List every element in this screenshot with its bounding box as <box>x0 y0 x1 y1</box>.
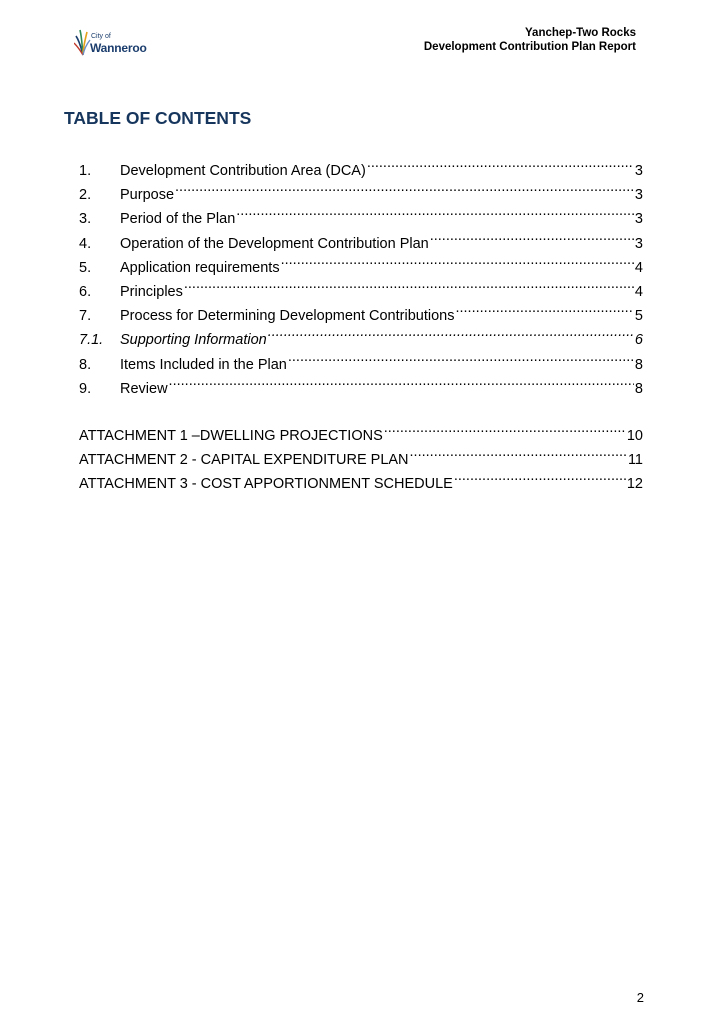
toc-entry-number: 5. <box>79 259 92 276</box>
header-title-line2: Development Contribution Plan Report <box>423 41 636 53</box>
toc-entry-page: 8 <box>634 380 643 397</box>
document-header <box>424 26 636 54</box>
toc-dot-leader <box>367 151 634 175</box>
attachment-entry[interactable] <box>79 416 643 444</box>
toc-entry-page: 3 <box>634 211 643 228</box>
toc-dot-leader <box>175 175 634 199</box>
toc-dot-leader <box>288 345 634 369</box>
toc-dot-leader <box>384 416 626 440</box>
attachment-entry-page: 11 <box>627 452 643 469</box>
toc-entry-page: 3 <box>634 163 643 179</box>
toc-entry-title: Principles <box>120 280 184 304</box>
toc-dot-leader <box>281 248 634 272</box>
toc-entry-title: Period of the Plan <box>120 207 236 231</box>
toc-entry[interactable] <box>79 151 643 179</box>
toc-entry-title: Application requirements <box>120 256 281 280</box>
page-number: 2 <box>636 990 644 1005</box>
toc-dot-leader <box>169 369 634 393</box>
toc-entry-title: Development Contribution Area (DCA) <box>120 159 367 183</box>
attachment-entry-title: ATTACHMENT 2 - CAPITAL EXPENDITURE PLAN <box>79 448 410 472</box>
toc-entry-page: 4 <box>634 259 643 276</box>
attachment-entry-title: ATTACHMENT 3 - COST APPORTIONMENT SCHEDULE <box>79 472 454 496</box>
logo-wanneroo: Wanneroo <box>90 41 147 55</box>
attachment-entry-page: 12 <box>626 476 643 493</box>
toc-entry-number: 8. <box>79 356 92 373</box>
toc-entry-number: 7. <box>79 308 92 325</box>
toc-entry-title: Supporting Information <box>120 328 268 352</box>
toc-entry-number: 6. <box>79 283 92 300</box>
toc-entry-number: 9. <box>79 380 92 397</box>
toc-dot-leader <box>455 296 633 320</box>
toc-entry-title: Process for Determining Development Contributions <box>120 304 455 328</box>
attachment-entry-title: ATTACHMENT 1 –DWELLING PROJECTIONS <box>79 424 384 448</box>
attachment-list <box>79 416 643 493</box>
toc-entry-title: Operation of the Development Contribution Plan <box>120 232 430 256</box>
header-title-line1: Yanchep-Two Rocks <box>525 27 636 39</box>
toc-dot-leader <box>184 272 634 296</box>
toc-entry-page: 5 <box>634 308 643 325</box>
toc-dot-leader <box>454 464 626 488</box>
toc-entry-page: 3 <box>634 187 643 204</box>
toc-entry-page: 3 <box>634 235 643 252</box>
toc-entry-title: Items Included in the Plan <box>120 353 288 377</box>
toc-entry-number: 3. <box>79 211 92 228</box>
attachment-entry-page: 10 <box>626 428 643 444</box>
toc-entry-page: 8 <box>634 356 643 373</box>
toc-entry-title: Purpose <box>120 183 175 207</box>
toc-entry-page: 4 <box>634 283 643 300</box>
toc-entry-number: 1. <box>79 163 92 179</box>
toc-entry-number: 2. <box>79 187 92 204</box>
toc-dot-leader <box>268 320 634 344</box>
toc-entry-number: 7.1. <box>79 332 104 349</box>
toc-entry-number: 4. <box>79 235 92 252</box>
toc-entry-title: Review <box>120 377 169 401</box>
toc-heading: TABLE OF CONTENTS <box>64 108 252 128</box>
logo-city-of: City of <box>91 33 111 40</box>
toc-entry-page: 6 <box>634 332 643 349</box>
toc-dot-leader <box>410 440 627 464</box>
toc-list <box>79 151 643 397</box>
toc-dot-leader <box>236 199 634 223</box>
toc-dot-leader <box>430 224 634 248</box>
city-logo <box>74 26 164 58</box>
